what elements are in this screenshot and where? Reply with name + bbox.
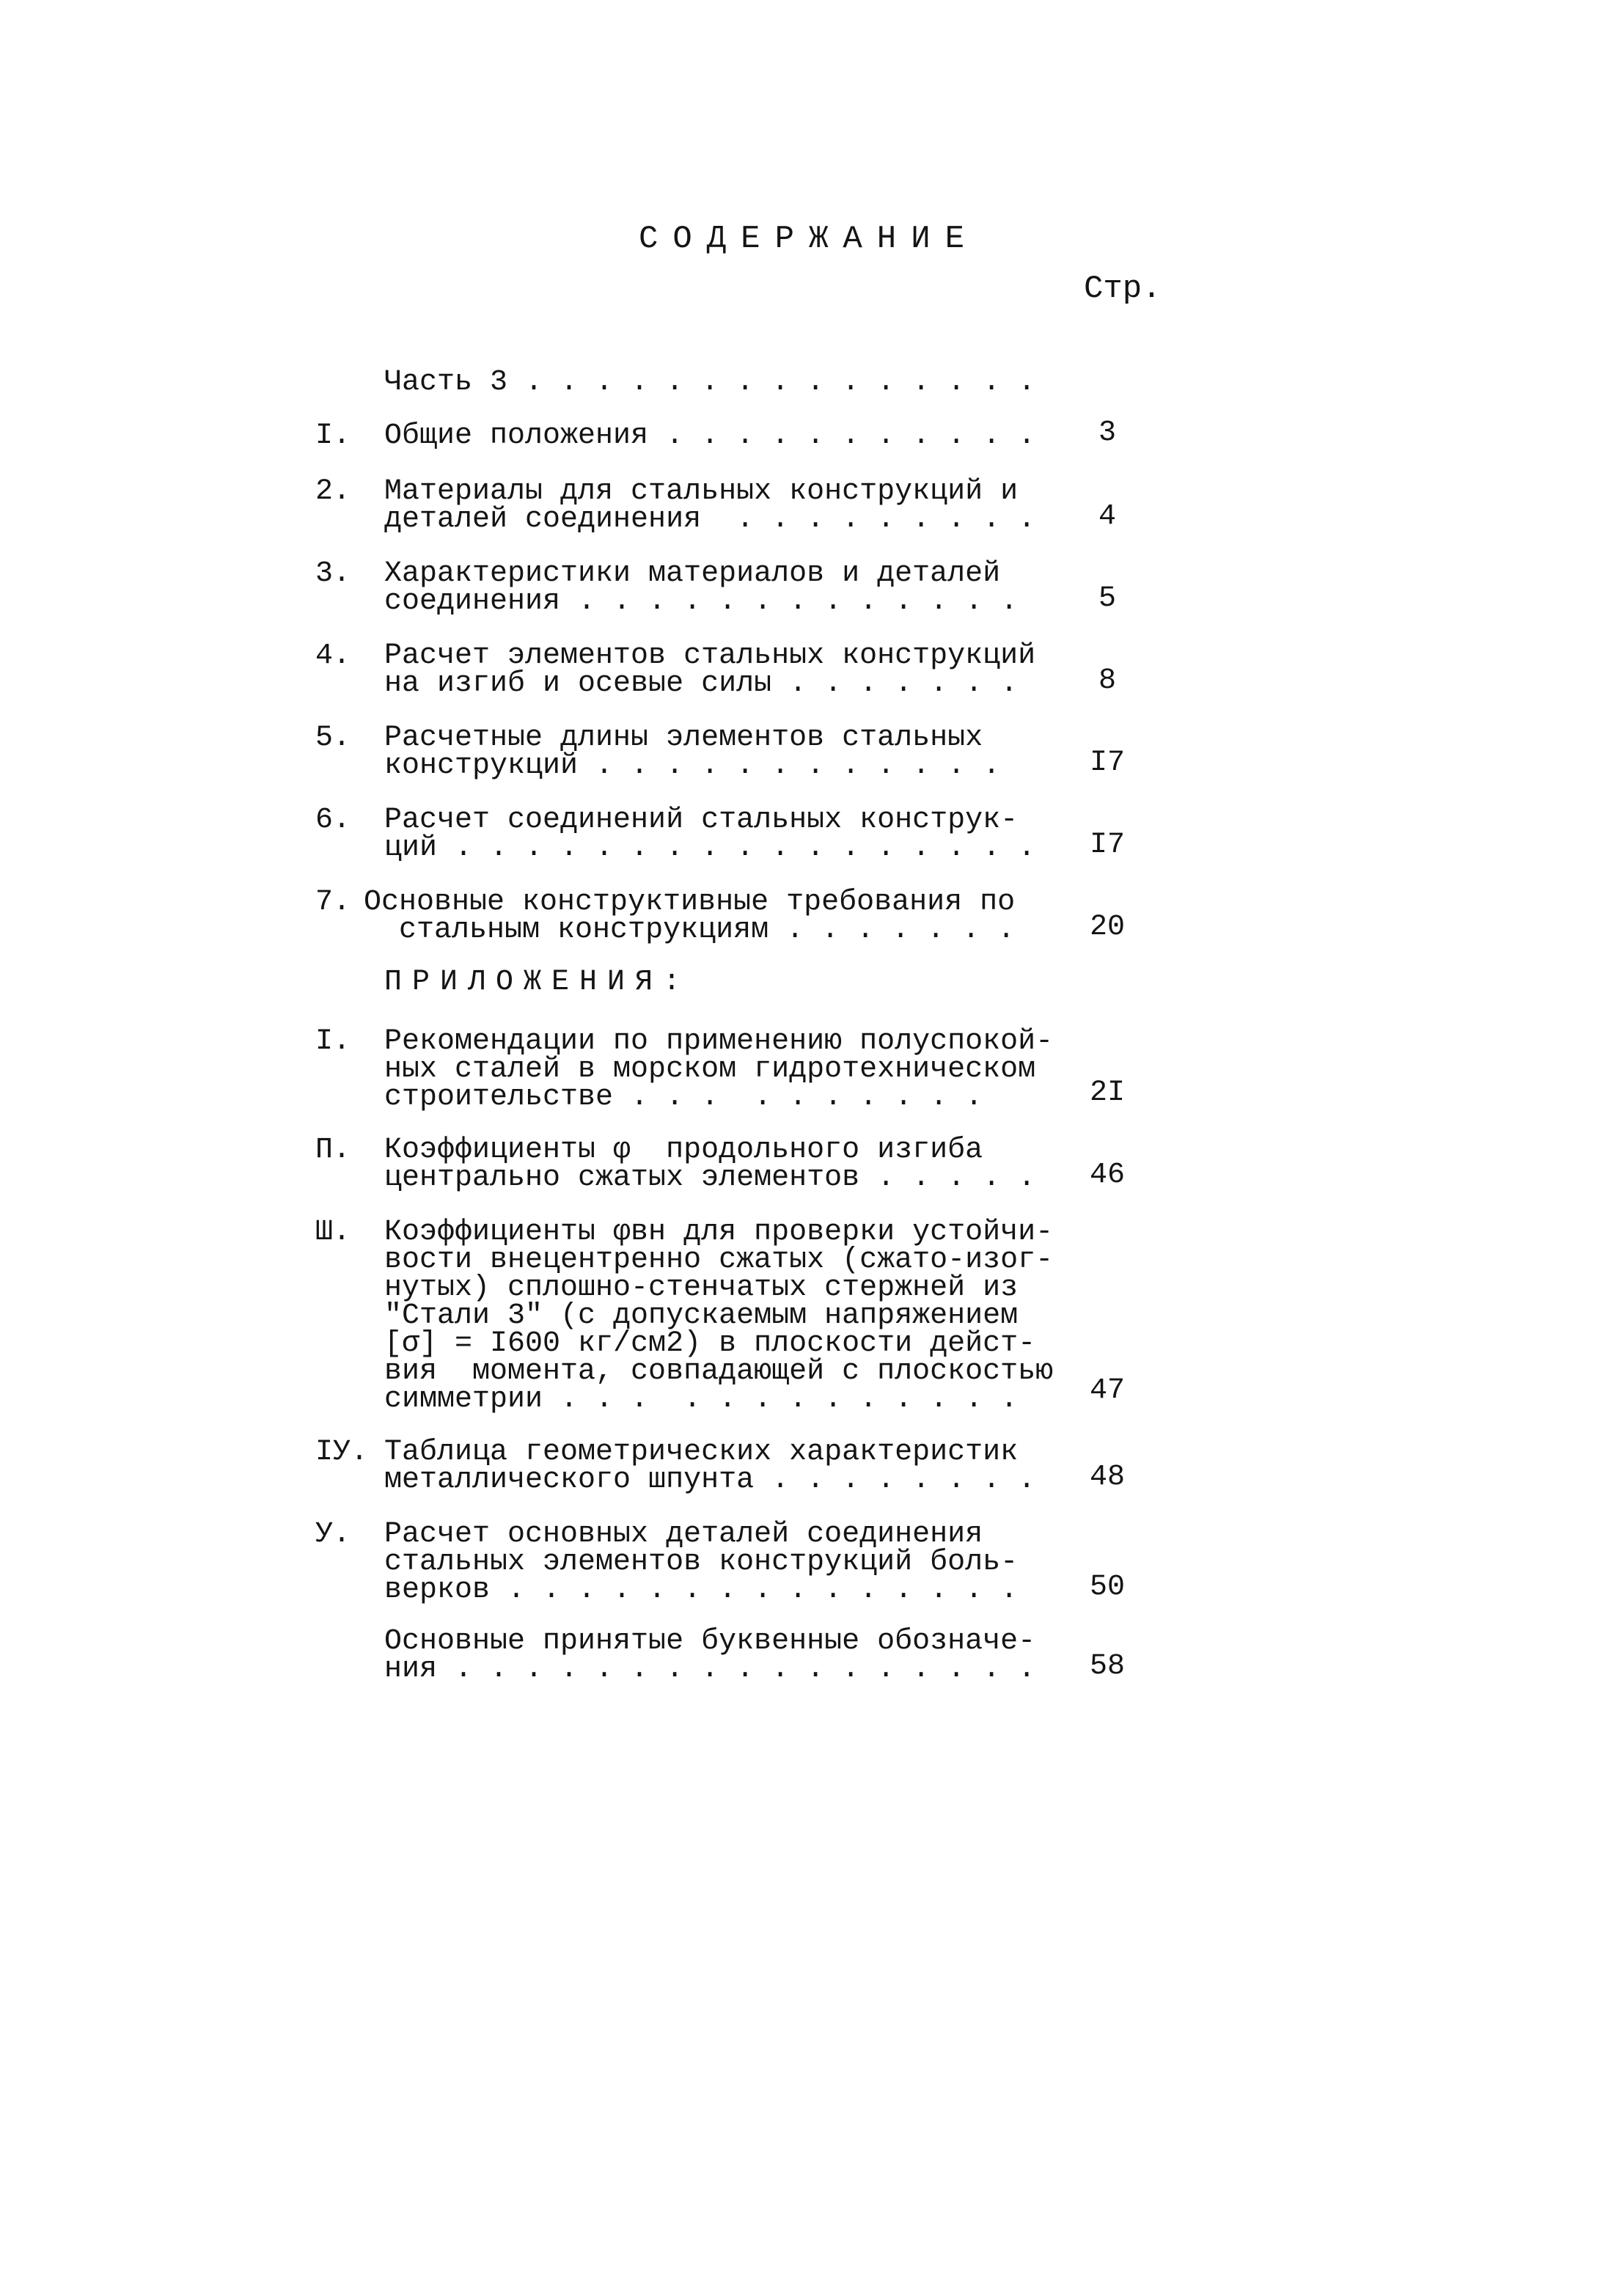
toc-entry-text: Таблица геометрических характеристик металлического шпунта . . . . . . . .	[384, 1436, 1036, 1497]
toc-entry-text: Расчет основных деталей соединения стальных элементов конструкций боль- верков . . . . . . . . . . . . . . .	[384, 1518, 1019, 1607]
toc-entry-text: Основные принятые буквенные обозначе- ния . . . . . . . . . . . . . . . . .	[384, 1625, 1036, 1686]
toc-entry-number: I.	[315, 1025, 351, 1058]
toc-entry-page: 47	[1089, 1374, 1125, 1407]
toc-entry-number: 7.	[315, 886, 351, 919]
toc-entry-page: I7	[1089, 829, 1125, 862]
toc-entry-page: I7	[1089, 747, 1125, 780]
toc-entry-text: Расчет элементов стальных конструкций на изгиб и осевые силы . . . . . . .	[384, 639, 1036, 700]
toc-entry-text: Расчет соединений стальных конструк- ций . . . . . . . . . . . . . . . . .	[384, 804, 1036, 865]
toc-entry-text: Общие положения . . . . . . . . . . .	[384, 419, 1036, 452]
page-title: СОДЕРЖАНИЕ	[638, 221, 980, 257]
toc-entry-text: Характеристики материалов и деталей соединения . . . . . . . . . . . . .	[384, 557, 1019, 618]
toc-entry-number: 6.	[315, 804, 351, 837]
toc-entry-number: У.	[315, 1518, 351, 1551]
toc-entry-number: 3.	[315, 557, 351, 590]
toc-entry-text: Рекомендации по применению полуспокой- ных сталей в морском гидротехническом строительстве . . . . . . . . . .	[384, 1025, 1054, 1114]
toc-entry-page: 58	[1089, 1650, 1125, 1683]
toc-entry-page: 20	[1089, 911, 1125, 944]
toc-entry-page: 8	[1098, 664, 1116, 697]
toc-entry-page: 3	[1098, 417, 1116, 450]
toc-entry-page: 5	[1098, 582, 1116, 615]
toc-entry-page: 48	[1089, 1461, 1125, 1494]
toc-entry-text: Основные конструктивные требования по стальным конструкциям . . . . . . .	[364, 886, 1016, 947]
toc-entry-number: П.	[315, 1134, 351, 1167]
part-label: Часть 3 . . . . . . . . . . . . . . .	[384, 366, 1036, 399]
toc-entry-text: Коэффициенты φвн для проверки устойчи- вости внецентренно сжатых (сжато-изог- нутых) сплошно-стенчатых стержней из "Стали 3" (с допускаемым напряжением [σ] = I600 кг/см2) в плоскости дейст- вия момента, совпадающей с плоскостью симметрии . . . . . . . . . . . . .	[384, 1216, 1054, 1416]
page-column-label: Стр.	[1084, 271, 1162, 307]
toc-entry-page: 50	[1089, 1571, 1125, 1604]
toc-entry-number: 4.	[315, 639, 351, 672]
toc-entry-number: 5.	[315, 722, 351, 755]
toc-entry-number: I.	[315, 419, 351, 452]
toc-entry-number: IУ.	[315, 1436, 369, 1469]
toc-entry-text: Расчетные длины элементов стальных конструкций . . . . . . . . . . . .	[384, 722, 1001, 782]
toc-entry-page: 46	[1089, 1159, 1125, 1192]
toc-entry-page: 4	[1098, 500, 1116, 533]
toc-entry-text: Материалы для стальных конструкций и деталей соединения . . . . . . . . .	[384, 475, 1036, 536]
toc-entry-text: Коэффициенты φ продольного изгиба центрально сжатых элементов . . . . .	[384, 1134, 1036, 1195]
toc-entry-page: 2I	[1089, 1077, 1125, 1110]
appendices-heading: ПРИЛОЖЕНИЯ:	[384, 966, 692, 999]
toc-entry-number: Ш.	[315, 1216, 351, 1249]
toc-entry-number: 2.	[315, 475, 351, 508]
